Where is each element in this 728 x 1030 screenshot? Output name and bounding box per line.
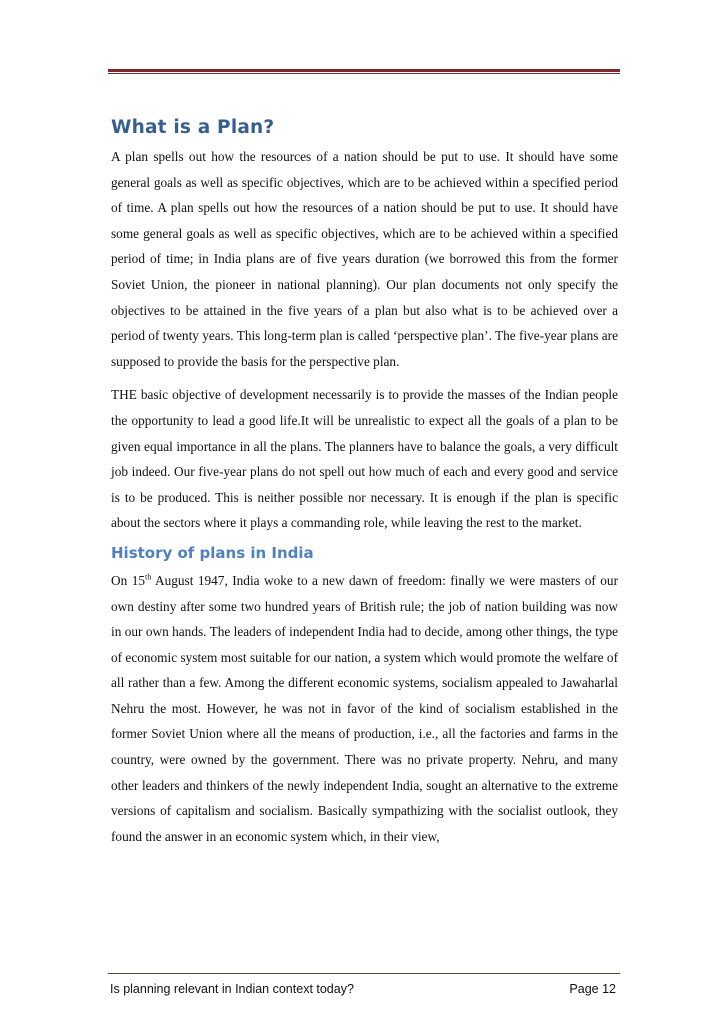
paragraph-rest: August 1947, India woke to a new dawn of freedom: finally we were masters of our own destiny after some two hundred years of British rule; the job of nation building was now in our own hands. The leaders of independent India had to decide, among other things, the type of economic system most suitable for our nation, a system which would promote the welfare of all rather than a few. Among the different economic systems, socialism appealed to Jawaharlal Nehru the most. However, he was not in favor of the kind of socialism established in the former Soviet Union where all the means of production, i.e., all the factories and farms in the country, were owned by the government. There was no private property. Nehru, and many other leaders and thinkers of the newly independent India, sought an alternative to the extreme versions of capitalism and socialism. Basically sympathizing with the socialist outlook, they found the answer in an economic system which, in their view, (111, 572, 618, 844)
page-footer (108, 973, 620, 996)
section-heading-what-is-a-plan: What is a Plan? (111, 117, 275, 138)
page-number: Page 12 (569, 982, 616, 996)
footer-title: Is planning relevant in Indian context today? (110, 982, 354, 996)
header-rule (108, 69, 620, 74)
paragraph: THE basic objective of development necessarily is to provide the masses of the Indian people the opportunity to lead a good life.It will be unrealistic to expect all the goals of a plan to be given equal importance in all the plans. The planners have to balance the goals, a very difficult job indeed. Our five-year plans do not spell out how much of each and every good and service is to be produced. This is neither possible nor necessary. It is enough if the plan is specific about the sectors where it plays a commanding role, while leaving the rest to the market. (111, 387, 618, 531)
page-content (111, 117, 618, 857)
paragraph: A plan spells out how the resources of a nation should be put to use. It should have some general goals as well as specific objectives, which are to be achieved within a specified period of time. A plan spells out how the resources of a nation should be put to use. It should have some general goals as well as specific objectives, which are to be achieved within a specified period of time; in India plans are of five years duration (we borrowed this from the former Soviet Union, the pioneer in national planning). Our plan documents not only specify the objectives to be attained in the five years of a plan but also what is to be achieved over a period of twenty years. This long-term plan is called ‘perspective plan’. The five-year plans are supposed to provide the basis for the perspective plan. (111, 149, 618, 369)
paragraph (111, 568, 618, 850)
ordinal-suffix: th (145, 572, 152, 582)
section-heading-history-of-plans: History of plans in India (111, 543, 314, 562)
paragraph-start: On 15 (111, 572, 146, 588)
